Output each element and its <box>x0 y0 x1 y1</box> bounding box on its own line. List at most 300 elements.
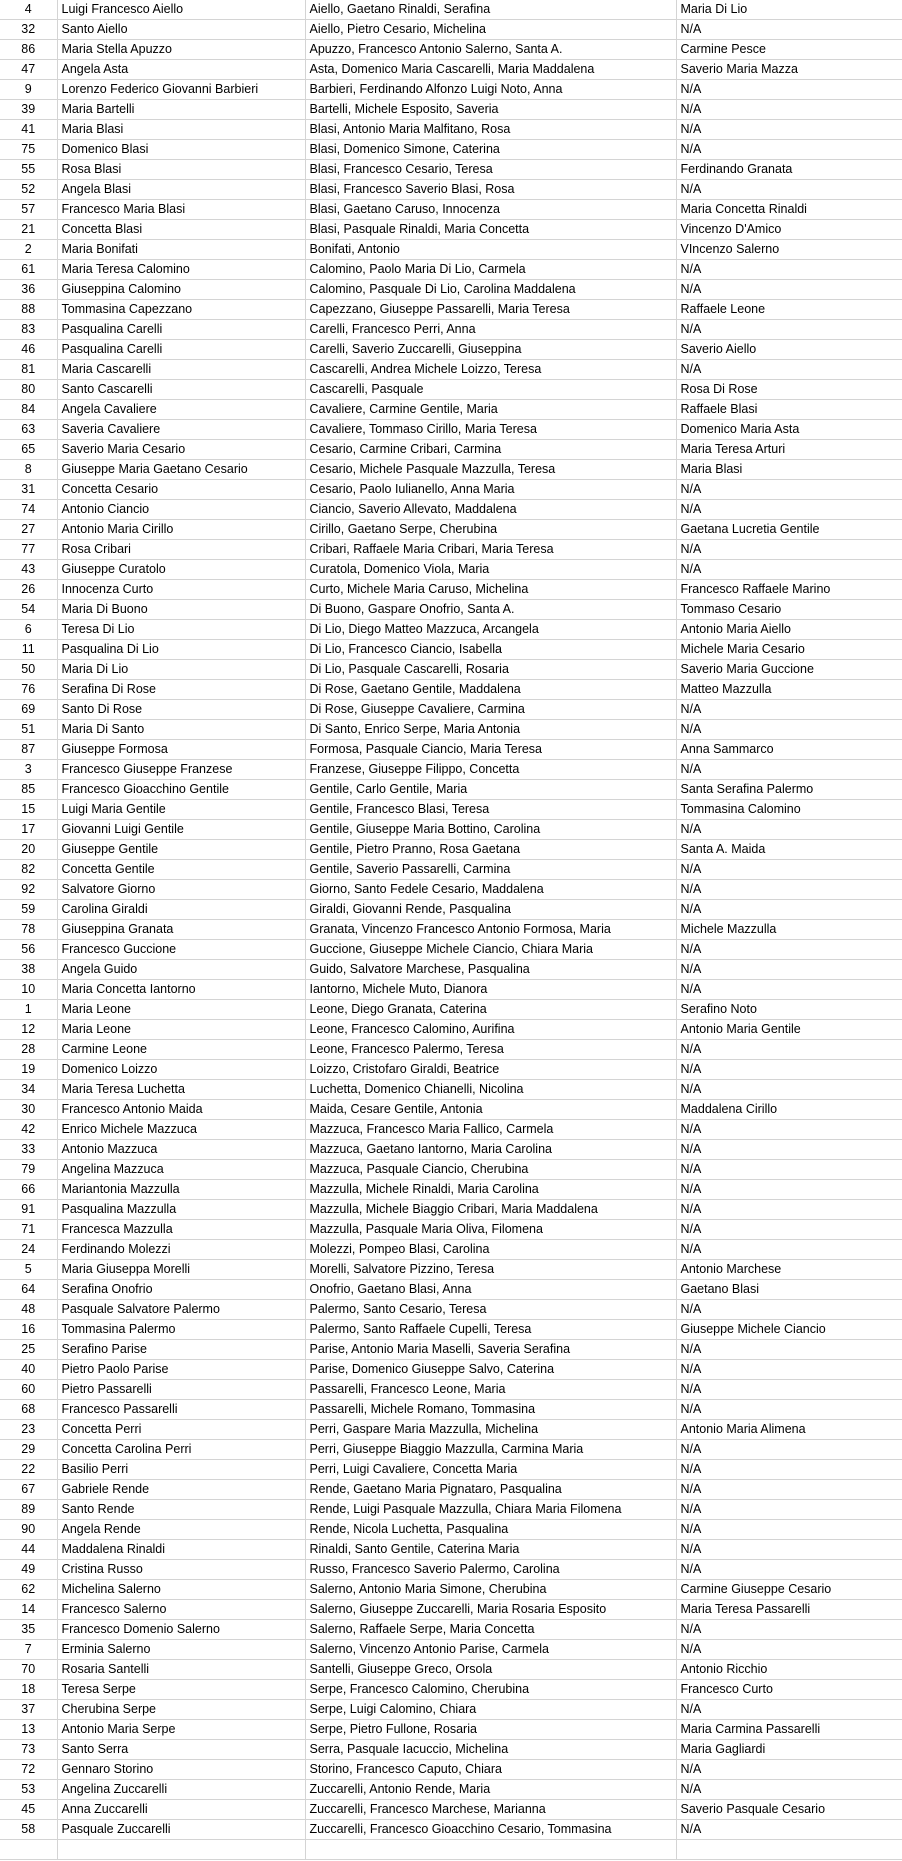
godparent-cell[interactable]: N/A <box>676 1820 902 1840</box>
record-number-cell[interactable]: 25 <box>0 1340 57 1360</box>
record-number-cell[interactable]: 77 <box>0 540 57 560</box>
parents-cell[interactable]: Mazzulla, Michele Biaggio Cribari, Maria Maddalena <box>305 1200 676 1220</box>
name-cell[interactable]: Anna Zuccarelli <box>57 1800 305 1820</box>
name-cell[interactable]: Pasqualina Carelli <box>57 320 305 340</box>
name-cell[interactable]: Maria Bonifati <box>57 240 305 260</box>
record-number-cell[interactable]: 60 <box>0 1380 57 1400</box>
record-number-cell[interactable]: 41 <box>0 120 57 140</box>
record-number-cell[interactable]: 31 <box>0 480 57 500</box>
record-number-cell[interactable]: 71 <box>0 1220 57 1240</box>
parents-cell[interactable]: Carelli, Saverio Zuccarelli, Giuseppina <box>305 340 676 360</box>
name-cell[interactable]: Antonio Mazzuca <box>57 1140 305 1160</box>
godparent-cell[interactable]: Antonio Maria Alimena <box>676 1420 902 1440</box>
name-cell[interactable]: Santo Serra <box>57 1740 305 1760</box>
parents-cell[interactable]: Salerno, Raffaele Serpe, Maria Concetta <box>305 1620 676 1640</box>
parents-cell[interactable]: Cesario, Paolo Iulianello, Anna Maria <box>305 480 676 500</box>
name-cell[interactable]: Francesca Mazzulla <box>57 1220 305 1240</box>
godparent-cell[interactable]: Ferdinando Granata <box>676 160 902 180</box>
record-number-cell[interactable]: 53 <box>0 1780 57 1800</box>
name-cell[interactable]: Santo Aiello <box>57 20 305 40</box>
name-cell[interactable]: Maria Giuseppa Morelli <box>57 1260 305 1280</box>
name-cell[interactable]: Lorenzo Federico Giovanni Barbieri <box>57 80 305 100</box>
godparent-cell[interactable]: Maria Teresa Passarelli <box>676 1600 902 1620</box>
record-number-cell[interactable]: 22 <box>0 1460 57 1480</box>
record-number-cell[interactable]: 13 <box>0 1720 57 1740</box>
parents-cell[interactable]: Palermo, Santo Raffaele Cupelli, Teresa <box>305 1320 676 1340</box>
name-cell[interactable]: Angela Cavaliere <box>57 400 305 420</box>
parents-cell[interactable]: Salerno, Giuseppe Zuccarelli, Maria Rosaria Esposito <box>305 1600 676 1620</box>
name-cell[interactable]: Tommasina Palermo <box>57 1320 305 1340</box>
godparent-cell[interactable] <box>676 1840 902 1860</box>
godparent-cell[interactable]: Saverio Maria Mazza <box>676 60 902 80</box>
parents-cell[interactable]: Blasi, Gaetano Caruso, Innocenza <box>305 200 676 220</box>
godparent-cell[interactable]: Rosa Di Rose <box>676 380 902 400</box>
parents-cell[interactable]: Rende, Luigi Pasquale Mazzulla, Chiara Maria Filomena <box>305 1500 676 1520</box>
godparent-cell[interactable]: Maria Carmina Passarelli <box>676 1720 902 1740</box>
parents-cell[interactable]: Mazzulla, Pasquale Maria Oliva, Filomena <box>305 1220 676 1240</box>
godparent-cell[interactable]: Santa Serafina Palermo <box>676 780 902 800</box>
godparent-cell[interactable]: Tommasina Calomino <box>676 800 902 820</box>
record-number-cell[interactable]: 61 <box>0 260 57 280</box>
parents-cell[interactable]: Russo, Francesco Saverio Palermo, Carolina <box>305 1560 676 1580</box>
godparent-cell[interactable]: N/A <box>676 1180 902 1200</box>
godparent-cell[interactable]: Maria Blasi <box>676 460 902 480</box>
name-cell[interactable]: Ferdinando Molezzi <box>57 1240 305 1260</box>
parents-cell[interactable]: Franzese, Giuseppe Filippo, Concetta <box>305 760 676 780</box>
godparent-cell[interactable]: Tommaso Cesario <box>676 600 902 620</box>
parents-cell[interactable]: Passarelli, Francesco Leone, Maria <box>305 1380 676 1400</box>
name-cell[interactable]: Rosa Cribari <box>57 540 305 560</box>
record-number-cell[interactable]: 70 <box>0 1660 57 1680</box>
name-cell[interactable]: Luigi Maria Gentile <box>57 800 305 820</box>
godparent-cell[interactable]: Maria Gagliardi <box>676 1740 902 1760</box>
record-number-cell[interactable]: 42 <box>0 1120 57 1140</box>
godparent-cell[interactable]: N/A <box>676 280 902 300</box>
name-cell[interactable]: Serafina Di Rose <box>57 680 305 700</box>
parents-cell[interactable]: Zuccarelli, Francesco Gioacchino Cesario, Tommasina <box>305 1820 676 1840</box>
name-cell[interactable]: Pietro Passarelli <box>57 1380 305 1400</box>
parents-cell[interactable]: Serra, Pasquale Iacuccio, Michelina <box>305 1740 676 1760</box>
record-number-cell[interactable]: 9 <box>0 80 57 100</box>
record-number-cell[interactable]: 21 <box>0 220 57 240</box>
record-number-cell[interactable]: 39 <box>0 100 57 120</box>
name-cell[interactable]: Pasqualina Di Lio <box>57 640 305 660</box>
name-cell[interactable]: Antonio Ciancio <box>57 500 305 520</box>
record-number-cell[interactable]: 56 <box>0 940 57 960</box>
parents-cell[interactable]: Calomino, Paolo Maria Di Lio, Carmela <box>305 260 676 280</box>
name-cell[interactable]: Giuseppe Curatolo <box>57 560 305 580</box>
record-number-cell[interactable]: 3 <box>0 760 57 780</box>
parents-cell[interactable]: Di Rose, Giuseppe Cavaliere, Carmina <box>305 700 676 720</box>
record-number-cell[interactable]: 8 <box>0 460 57 480</box>
name-cell[interactable]: Giovanni Luigi Gentile <box>57 820 305 840</box>
name-cell[interactable]: Giuseppe Gentile <box>57 840 305 860</box>
godparent-cell[interactable]: N/A <box>676 1480 902 1500</box>
parents-cell[interactable]: Serpe, Luigi Calomino, Chiara <box>305 1700 676 1720</box>
name-cell[interactable]: Maddalena Rinaldi <box>57 1540 305 1560</box>
name-cell[interactable]: Maria Stella Apuzzo <box>57 40 305 60</box>
parents-cell[interactable]: Leone, Diego Granata, Caterina <box>305 1000 676 1020</box>
record-number-cell[interactable]: 11 <box>0 640 57 660</box>
godparent-cell[interactable]: Antonio Marchese <box>676 1260 902 1280</box>
name-cell[interactable]: Concetta Carolina Perri <box>57 1440 305 1460</box>
record-number-cell[interactable]: 44 <box>0 1540 57 1560</box>
godparent-cell[interactable]: N/A <box>676 540 902 560</box>
name-cell[interactable]: Domenico Loizzo <box>57 1060 305 1080</box>
parents-cell[interactable]: Cribari, Raffaele Maria Cribari, Maria Teresa <box>305 540 676 560</box>
name-cell[interactable]: Enrico Michele Mazzuca <box>57 1120 305 1140</box>
name-cell[interactable]: Giuseppina Granata <box>57 920 305 940</box>
record-number-cell[interactable]: 67 <box>0 1480 57 1500</box>
record-number-cell[interactable]: 14 <box>0 1600 57 1620</box>
parents-cell[interactable]: Curatola, Domenico Viola, Maria <box>305 560 676 580</box>
parents-cell[interactable]: Blasi, Francesco Cesario, Teresa <box>305 160 676 180</box>
godparent-cell[interactable]: Raffaele Leone <box>676 300 902 320</box>
godparent-cell[interactable]: N/A <box>676 1140 902 1160</box>
record-number-cell[interactable]: 15 <box>0 800 57 820</box>
parents-cell[interactable]: Gentile, Giuseppe Maria Bottino, Carolina <box>305 820 676 840</box>
parents-cell[interactable]: Barbieri, Ferdinando Alfonzo Luigi Noto, Anna <box>305 80 676 100</box>
record-number-cell[interactable]: 34 <box>0 1080 57 1100</box>
record-number-cell[interactable]: 76 <box>0 680 57 700</box>
godparent-cell[interactable]: Carmine Pesce <box>676 40 902 60</box>
name-cell[interactable]: Maria Leone <box>57 1000 305 1020</box>
parents-cell[interactable]: Di Lio, Diego Matteo Mazzuca, Arcangela <box>305 620 676 640</box>
parents-cell[interactable]: Mazzulla, Michele Rinaldi, Maria Carolina <box>305 1180 676 1200</box>
parents-cell[interactable]: Rende, Gaetano Maria Pignataro, Pasqualina <box>305 1480 676 1500</box>
parents-cell[interactable]: Giorno, Santo Fedele Cesario, Maddalena <box>305 880 676 900</box>
record-number-cell[interactable]: 80 <box>0 380 57 400</box>
name-cell[interactable]: Pasqualina Carelli <box>57 340 305 360</box>
name-cell[interactable]: Francesco Salerno <box>57 1600 305 1620</box>
parents-cell[interactable]: Onofrio, Gaetano Blasi, Anna <box>305 1280 676 1300</box>
name-cell[interactable]: Maria Teresa Luchetta <box>57 1080 305 1100</box>
name-cell[interactable]: Cherubina Serpe <box>57 1700 305 1720</box>
godparent-cell[interactable]: N/A <box>676 1700 902 1720</box>
godparent-cell[interactable]: N/A <box>676 480 902 500</box>
parents-cell[interactable]: Bartelli, Michele Esposito, Saveria <box>305 100 676 120</box>
record-number-cell[interactable]: 79 <box>0 1160 57 1180</box>
parents-cell[interactable]: Rinaldi, Santo Gentile, Caterina Maria <box>305 1540 676 1560</box>
parents-cell[interactable]: Cavaliere, Tommaso Cirillo, Maria Teresa <box>305 420 676 440</box>
parents-cell[interactable]: Cascarelli, Pasquale <box>305 380 676 400</box>
parents-cell[interactable]: Curto, Michele Maria Caruso, Michelina <box>305 580 676 600</box>
godparent-cell[interactable]: N/A <box>676 1300 902 1320</box>
godparent-cell[interactable]: N/A <box>676 1540 902 1560</box>
parents-cell[interactable]: Gentile, Saverio Passarelli, Carmina <box>305 860 676 880</box>
name-cell[interactable]: Pasqualina Mazzulla <box>57 1200 305 1220</box>
godparent-cell[interactable]: N/A <box>676 1160 902 1180</box>
name-cell[interactable]: Basilio Perri <box>57 1460 305 1480</box>
parents-cell[interactable]: Cascarelli, Andrea Michele Loizzo, Teresa <box>305 360 676 380</box>
name-cell[interactable]: Francesco Maria Blasi <box>57 200 305 220</box>
parents-cell[interactable]: Di Lio, Francesco Ciancio, Isabella <box>305 640 676 660</box>
name-cell[interactable]: Erminia Salerno <box>57 1640 305 1660</box>
record-number-cell[interactable]: 49 <box>0 1560 57 1580</box>
record-number-cell[interactable]: 78 <box>0 920 57 940</box>
name-cell[interactable]: Angela Blasi <box>57 180 305 200</box>
godparent-cell[interactable]: Gaetano Blasi <box>676 1280 902 1300</box>
record-number-cell[interactable]: 5 <box>0 1260 57 1280</box>
godparent-cell[interactable]: N/A <box>676 260 902 280</box>
godparent-cell[interactable]: N/A <box>676 1560 902 1580</box>
record-number-cell[interactable]: 27 <box>0 520 57 540</box>
parents-cell[interactable]: Perri, Luigi Cavaliere, Concetta Maria <box>305 1460 676 1480</box>
record-number-cell[interactable]: 17 <box>0 820 57 840</box>
parents-cell[interactable]: Formosa, Pasquale Ciancio, Maria Teresa <box>305 740 676 760</box>
parents-cell[interactable]: Mazzuca, Pasquale Ciancio, Cherubina <box>305 1160 676 1180</box>
record-number-cell[interactable]: 46 <box>0 340 57 360</box>
name-cell[interactable]: Salvatore Giorno <box>57 880 305 900</box>
godparent-cell[interactable]: Antonio Maria Aiello <box>676 620 902 640</box>
parents-cell[interactable]: Serpe, Francesco Calomino, Cherubina <box>305 1680 676 1700</box>
parents-cell[interactable]: Blasi, Antonio Maria Malfitano, Rosa <box>305 120 676 140</box>
name-cell[interactable]: Serafino Parise <box>57 1340 305 1360</box>
parents-cell[interactable]: Mazzuca, Francesco Maria Fallico, Carmela <box>305 1120 676 1140</box>
godparent-cell[interactable]: Saverio Maria Guccione <box>676 660 902 680</box>
name-cell[interactable]: Rosa Blasi <box>57 160 305 180</box>
godparent-cell[interactable]: N/A <box>676 320 902 340</box>
godparent-cell[interactable]: N/A <box>676 140 902 160</box>
record-number-cell[interactable]: 48 <box>0 1300 57 1320</box>
record-number-cell[interactable]: 36 <box>0 280 57 300</box>
name-cell[interactable]: Maria Leone <box>57 1020 305 1040</box>
parents-cell[interactable]: Storino, Francesco Caputo, Chiara <box>305 1760 676 1780</box>
name-cell[interactable]: Pietro Paolo Parise <box>57 1360 305 1380</box>
godparent-cell[interactable]: Vincenzo D'Amico <box>676 220 902 240</box>
name-cell[interactable]: Francesco Antonio Maida <box>57 1100 305 1120</box>
record-number-cell[interactable]: 30 <box>0 1100 57 1120</box>
record-number-cell[interactable]: 43 <box>0 560 57 580</box>
record-number-cell[interactable]: 66 <box>0 1180 57 1200</box>
parents-cell[interactable]: Parise, Domenico Giuseppe Salvo, Caterina <box>305 1360 676 1380</box>
name-cell[interactable]: Teresa Di Lio <box>57 620 305 640</box>
record-number-cell[interactable]: 19 <box>0 1060 57 1080</box>
godparent-cell[interactable]: Antonio Maria Gentile <box>676 1020 902 1040</box>
record-number-cell[interactable]: 68 <box>0 1400 57 1420</box>
parents-cell[interactable]: Giraldi, Giovanni Rende, Pasqualina <box>305 900 676 920</box>
record-number-cell[interactable]: 75 <box>0 140 57 160</box>
name-cell[interactable]: Angela Rende <box>57 1520 305 1540</box>
godparent-cell[interactable]: N/A <box>676 80 902 100</box>
parents-cell[interactable]: Passarelli, Michele Romano, Tommasina <box>305 1400 676 1420</box>
godparent-cell[interactable]: Gaetana Lucretia Gentile <box>676 520 902 540</box>
godparent-cell[interactable]: N/A <box>676 900 902 920</box>
record-number-cell[interactable]: 62 <box>0 1580 57 1600</box>
name-cell[interactable]: Luigi Francesco Aiello <box>57 0 305 20</box>
name-cell[interactable]: Francesco Guccione <box>57 940 305 960</box>
name-cell[interactable]: Francesco Giuseppe Franzese <box>57 760 305 780</box>
name-cell[interactable]: Concetta Cesario <box>57 480 305 500</box>
parents-cell[interactable]: Iantorno, Michele Muto, Dianora <box>305 980 676 1000</box>
name-cell[interactable]: Maria Bartelli <box>57 100 305 120</box>
parents-cell[interactable]: Di Santo, Enrico Serpe, Maria Antonia <box>305 720 676 740</box>
name-cell[interactable]: Michelina Salerno <box>57 1580 305 1600</box>
godparent-cell[interactable]: N/A <box>676 1460 902 1480</box>
parents-cell[interactable]: Luchetta, Domenico Chianelli, Nicolina <box>305 1080 676 1100</box>
godparent-cell[interactable]: Maria Teresa Arturi <box>676 440 902 460</box>
godparent-cell[interactable]: N/A <box>676 1620 902 1640</box>
record-number-cell[interactable]: 52 <box>0 180 57 200</box>
godparent-cell[interactable]: N/A <box>676 560 902 580</box>
name-cell[interactable]: Maria Cascarelli <box>57 360 305 380</box>
record-number-cell[interactable]: 85 <box>0 780 57 800</box>
record-number-cell[interactable]: 65 <box>0 440 57 460</box>
name-cell[interactable]: Gabriele Rende <box>57 1480 305 1500</box>
godparent-cell[interactable]: N/A <box>676 180 902 200</box>
name-cell[interactable]: Francesco Passarelli <box>57 1400 305 1420</box>
godparent-cell[interactable]: Raffaele Blasi <box>676 400 902 420</box>
parents-cell[interactable]: Gentile, Carlo Gentile, Maria <box>305 780 676 800</box>
name-cell[interactable]: Antonio Maria Cirillo <box>57 520 305 540</box>
parents-cell[interactable]: Morelli, Salvatore Pizzino, Teresa <box>305 1260 676 1280</box>
record-number-cell[interactable]: 90 <box>0 1520 57 1540</box>
parents-cell[interactable]: Zuccarelli, Francesco Marchese, Marianna <box>305 1800 676 1820</box>
parents-cell[interactable]: Leone, Francesco Calomino, Aurifina <box>305 1020 676 1040</box>
name-cell[interactable]: Maria Teresa Calomino <box>57 260 305 280</box>
record-number-cell[interactable]: 1 <box>0 1000 57 1020</box>
record-number-cell[interactable]: 40 <box>0 1360 57 1380</box>
record-number-cell[interactable]: 28 <box>0 1040 57 1060</box>
godparent-cell[interactable]: Saverio Aiello <box>676 340 902 360</box>
parents-cell[interactable]: Di Rose, Gaetano Gentile, Maddalena <box>305 680 676 700</box>
parents-cell[interactable]: Ciancio, Saverio Allevato, Maddalena <box>305 500 676 520</box>
godparent-cell[interactable]: N/A <box>676 1780 902 1800</box>
name-cell[interactable]: Giuseppina Calomino <box>57 280 305 300</box>
name-cell[interactable]: Concetta Perri <box>57 1420 305 1440</box>
parents-cell[interactable]: Gentile, Francesco Blasi, Teresa <box>305 800 676 820</box>
godparent-cell[interactable]: Domenico Maria Asta <box>676 420 902 440</box>
record-number-cell[interactable]: 84 <box>0 400 57 420</box>
godparent-cell[interactable]: N/A <box>676 1760 902 1780</box>
godparent-cell[interactable]: N/A <box>676 20 902 40</box>
parents-cell[interactable]: Perri, Giuseppe Biaggio Mazzulla, Carmina Maria <box>305 1440 676 1460</box>
godparent-cell[interactable]: N/A <box>676 1060 902 1080</box>
parents-cell[interactable]: Molezzi, Pompeo Blasi, Carolina <box>305 1240 676 1260</box>
name-cell[interactable]: Carolina Giraldi <box>57 900 305 920</box>
godparent-cell[interactable]: N/A <box>676 120 902 140</box>
record-number-cell[interactable]: 35 <box>0 1620 57 1640</box>
parents-cell[interactable]: Cavaliere, Carmine Gentile, Maria <box>305 400 676 420</box>
name-cell[interactable]: Maria Di Buono <box>57 600 305 620</box>
name-cell[interactable]: Francesco Gioacchino Gentile <box>57 780 305 800</box>
parents-cell[interactable]: Palermo, Santo Cesario, Teresa <box>305 1300 676 1320</box>
record-number-cell[interactable]: 63 <box>0 420 57 440</box>
record-number-cell[interactable]: 82 <box>0 860 57 880</box>
godparent-cell[interactable]: N/A <box>676 1640 902 1660</box>
parents-cell[interactable]: Carelli, Francesco Perri, Anna <box>305 320 676 340</box>
record-number-cell[interactable]: 91 <box>0 1200 57 1220</box>
parents-cell[interactable]: Perri, Gaspare Maria Mazzulla, Michelina <box>305 1420 676 1440</box>
record-number-cell[interactable]: 12 <box>0 1020 57 1040</box>
godparent-cell[interactable]: VIncenzo Salerno <box>676 240 902 260</box>
record-number-cell[interactable]: 4 <box>0 0 57 20</box>
name-cell[interactable]: Innocenza Curto <box>57 580 305 600</box>
godparent-cell[interactable]: Anna Sammarco <box>676 740 902 760</box>
name-cell[interactable]: Teresa Serpe <box>57 1680 305 1700</box>
godparent-cell[interactable]: N/A <box>676 1440 902 1460</box>
name-cell[interactable]: Pasquale Salvatore Palermo <box>57 1300 305 1320</box>
name-cell[interactable]: Mariantonia Mazzulla <box>57 1180 305 1200</box>
parents-cell[interactable]: Calomino, Pasquale Di Lio, Carolina Maddalena <box>305 280 676 300</box>
parents-cell[interactable] <box>305 1840 676 1860</box>
name-cell[interactable]: Concetta Blasi <box>57 220 305 240</box>
godparent-cell[interactable]: N/A <box>676 1360 902 1380</box>
godparent-cell[interactable]: N/A <box>676 1400 902 1420</box>
godparent-cell[interactable]: Matteo Mazzulla <box>676 680 902 700</box>
record-number-cell[interactable]: 57 <box>0 200 57 220</box>
godparent-cell[interactable]: N/A <box>676 1040 902 1060</box>
godparent-cell[interactable]: Antonio Ricchio <box>676 1660 902 1680</box>
name-cell[interactable]: Carmine Leone <box>57 1040 305 1060</box>
godparent-cell[interactable]: N/A <box>676 1200 902 1220</box>
record-number-cell[interactable]: 73 <box>0 1740 57 1760</box>
parents-cell[interactable]: Salerno, Antonio Maria Simone, Cherubina <box>305 1580 676 1600</box>
name-cell[interactable]: Angela Guido <box>57 960 305 980</box>
godparent-cell[interactable]: Michele Mazzulla <box>676 920 902 940</box>
godparent-cell[interactable]: N/A <box>676 940 902 960</box>
record-number-cell[interactable]: 55 <box>0 160 57 180</box>
parents-cell[interactable]: Di Lio, Pasquale Cascarelli, Rosaria <box>305 660 676 680</box>
name-cell[interactable]: Angela Asta <box>57 60 305 80</box>
godparent-cell[interactable]: Saverio Pasquale Cesario <box>676 1800 902 1820</box>
name-cell[interactable]: Angelina Mazzuca <box>57 1160 305 1180</box>
godparent-cell[interactable]: N/A <box>676 1520 902 1540</box>
record-number-cell[interactable]: 2 <box>0 240 57 260</box>
parents-cell[interactable]: Rende, Nicola Luchetta, Pasqualina <box>305 1520 676 1540</box>
record-number-cell[interactable]: 69 <box>0 700 57 720</box>
godparent-cell[interactable]: N/A <box>676 700 902 720</box>
name-cell[interactable] <box>57 1840 305 1860</box>
godparent-cell[interactable]: N/A <box>676 1240 902 1260</box>
godparent-cell[interactable]: Francesco Curto <box>676 1680 902 1700</box>
godparent-cell[interactable]: N/A <box>676 960 902 980</box>
parents-cell[interactable]: Guccione, Giuseppe Michele Ciancio, Chiara Maria <box>305 940 676 960</box>
record-number-cell[interactable]: 59 <box>0 900 57 920</box>
parents-cell[interactable]: Cesario, Carmine Cribari, Carmina <box>305 440 676 460</box>
record-number-cell[interactable]: 32 <box>0 20 57 40</box>
record-number-cell[interactable]: 6 <box>0 620 57 640</box>
record-number-cell[interactable] <box>0 1840 57 1860</box>
record-number-cell[interactable]: 7 <box>0 1640 57 1660</box>
parents-cell[interactable]: Capezzano, Giuseppe Passarelli, Maria Teresa <box>305 300 676 320</box>
name-cell[interactable]: Maria Di Lio <box>57 660 305 680</box>
record-number-cell[interactable]: 23 <box>0 1420 57 1440</box>
record-number-cell[interactable]: 24 <box>0 1240 57 1260</box>
godparent-cell[interactable]: N/A <box>676 360 902 380</box>
name-cell[interactable]: Pasquale Zuccarelli <box>57 1820 305 1840</box>
name-cell[interactable]: Domenico Blasi <box>57 140 305 160</box>
parents-cell[interactable]: Aiello, Gaetano Rinaldi, Serafina <box>305 0 676 20</box>
parents-cell[interactable]: Bonifati, Antonio <box>305 240 676 260</box>
parents-cell[interactable]: Guido, Salvatore Marchese, Pasqualina <box>305 960 676 980</box>
godparent-cell[interactable]: Carmine Giuseppe Cesario <box>676 1580 902 1600</box>
godparent-cell[interactable]: Serafino Noto <box>676 1000 902 1020</box>
parents-cell[interactable]: Cirillo, Gaetano Serpe, Cherubina <box>305 520 676 540</box>
name-cell[interactable]: Santo Rende <box>57 1500 305 1520</box>
record-number-cell[interactable]: 38 <box>0 960 57 980</box>
name-cell[interactable]: Maria Di Santo <box>57 720 305 740</box>
name-cell[interactable]: Gennaro Storino <box>57 1760 305 1780</box>
parents-cell[interactable]: Parise, Antonio Maria Maselli, Saveria Serafina <box>305 1340 676 1360</box>
name-cell[interactable]: Santo Cascarelli <box>57 380 305 400</box>
record-number-cell[interactable]: 54 <box>0 600 57 620</box>
godparent-cell[interactable]: Maddalena Cirillo <box>676 1100 902 1120</box>
godparent-cell[interactable]: Giuseppe Michele Ciancio <box>676 1320 902 1340</box>
godparent-cell[interactable]: N/A <box>676 1340 902 1360</box>
parents-cell[interactable]: Cesario, Michele Pasquale Mazzulla, Teresa <box>305 460 676 480</box>
parents-cell[interactable]: Maida, Cesare Gentile, Antonia <box>305 1100 676 1120</box>
